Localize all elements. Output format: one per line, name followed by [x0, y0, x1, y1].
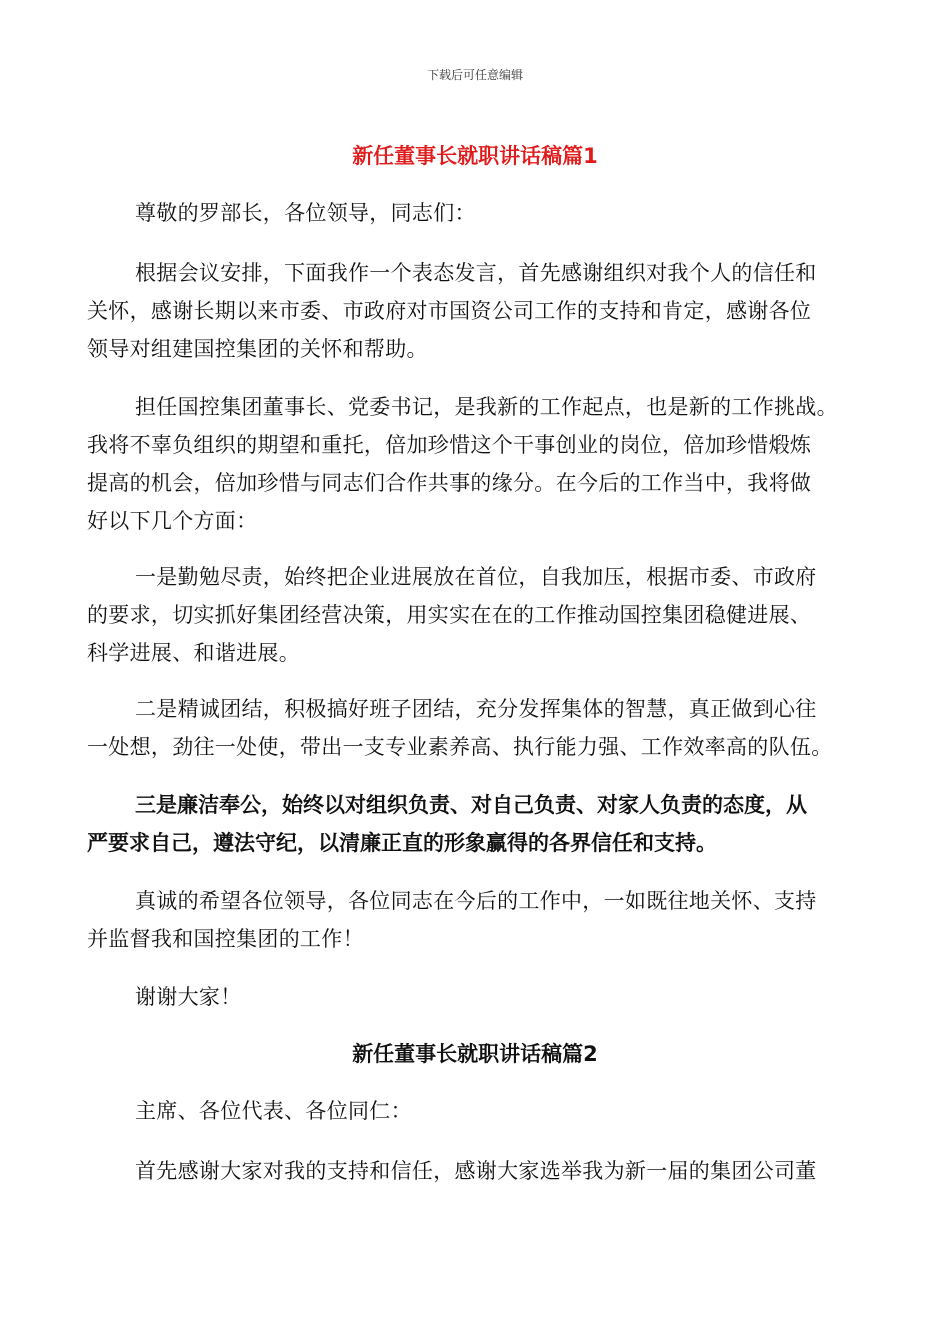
paragraph-line: 真诚的希望各位领导，各位同志在今后的工作中，一如既往地关怀、支持 — [135, 889, 817, 913]
body-paragraph — [87, 690, 863, 766]
paragraph-line: 我将不辜负组织的期望和重托，倍加珍惜这个干事创业的岗位，倍加珍惜煅炼 — [87, 433, 812, 457]
paragraph-line: 关怀，感谢长期以来市委、市政府对市国资公司工作的支持和肯定，感谢各位 — [87, 299, 812, 323]
bold-paragraph — [87, 786, 863, 862]
paragraph-line: 一是勤勉尽责，始终把企业进展放在首位，自我加压，根据市委、市政府 — [135, 565, 817, 589]
header-note: 下载后可任意编辑 — [426, 68, 523, 82]
greeting-paragraph — [87, 194, 863, 232]
paragraph-line: 科学进展、和谐进展。 — [87, 641, 300, 665]
document-title-1: 新任董事长就职讲话稿篇1 — [352, 144, 598, 168]
document-title-2: 新任董事长就职讲话稿篇2 — [352, 1042, 598, 1066]
paragraph-line: 尊敬的罗部长，各位领导，同志们： — [135, 201, 476, 225]
closing-paragraph — [87, 978, 863, 1016]
greeting-paragraph — [87, 1092, 863, 1130]
paragraph-line: 的要求，切实抓好集团经营决策，用实实在在的工作推动国控集团稳健进展、 — [87, 603, 812, 627]
paragraph-line: 好以下几个方面： — [87, 509, 258, 533]
paragraph-line: 提高的机会，倍加珍惜与同志们合作共事的缘分。在今后的工作当中，我将做 — [87, 471, 812, 495]
body-paragraph — [87, 558, 863, 672]
paragraph-line: 担任国控集团董事长、党委书记，是我新的工作起点，也是新的工作挑战。 — [135, 395, 838, 419]
paragraph-line: 谢谢大家！ — [135, 985, 242, 1009]
paragraph-line: 主席、各位代表、各位同仁： — [135, 1099, 412, 1123]
paragraph-line: 首先感谢大家对我的支持和信任，感谢大家选举我为新一届的集团公司董 — [135, 1159, 817, 1183]
paragraph-line: 根据会议安排，下面我作一个表态发言，首先感谢组织对我个人的信任和 — [135, 261, 817, 285]
paragraph-line: 一处想，劲往一处使，带出一支专业素养高、执行能力强、工作效率高的队伍。 — [87, 735, 833, 759]
paragraph-line: 三是廉洁奉公，始终以对组织负责、对自己负责、对家人负责的态度，从 — [135, 793, 807, 817]
paragraph-line: 并监督我和国控集团的工作！ — [87, 927, 364, 951]
paragraph-line: 严要求自己，遵法守纪，以清廉正直的形象赢得的各界信任和支持。 — [87, 831, 717, 855]
paragraph-line: 领导对组建国控集团的关怀和帮助。 — [87, 337, 428, 361]
body-paragraph — [87, 388, 863, 540]
body-paragraph — [87, 882, 863, 958]
body-paragraph — [87, 254, 863, 368]
body-paragraph — [87, 1152, 863, 1190]
paragraph-line: 二是精诚团结，积极搞好班子团结，充分发挥集体的智慧，真正做到心往 — [135, 697, 817, 721]
